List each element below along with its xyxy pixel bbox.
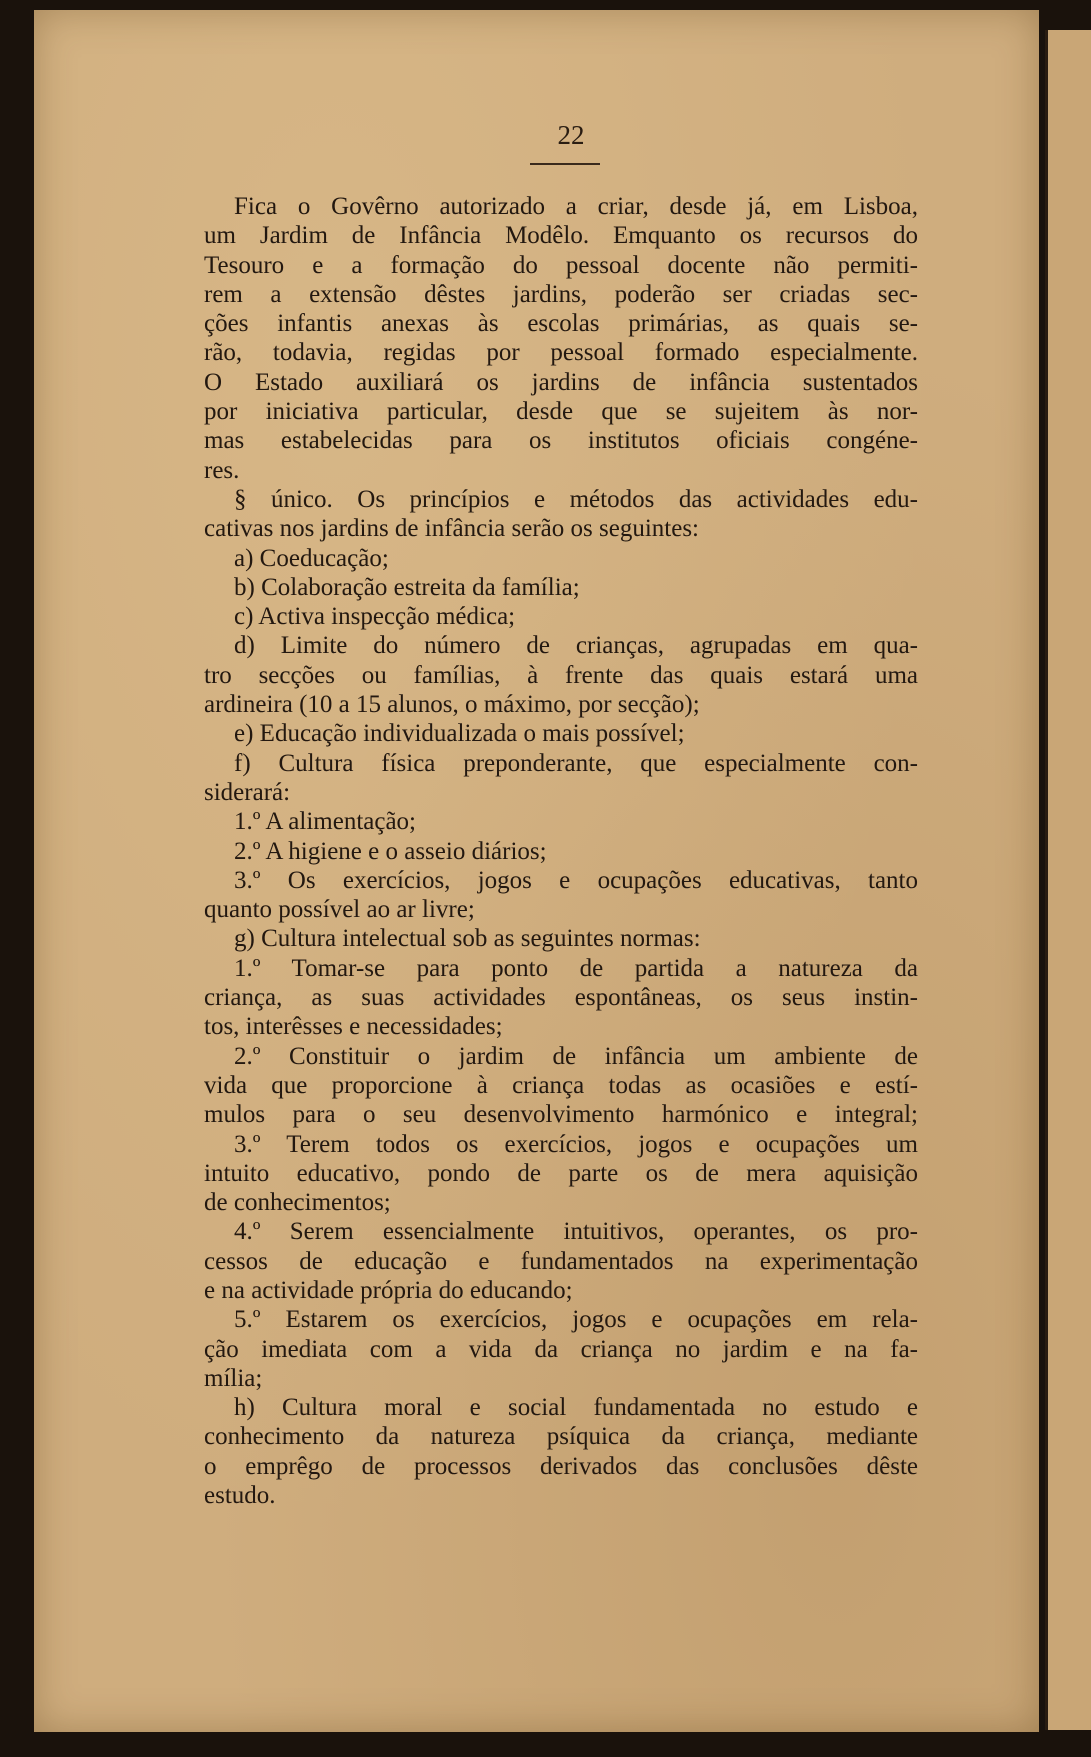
text-line: 1.º A alimentação; <box>234 808 417 836</box>
text-line: c) Activa inspecção médica; <box>234 603 516 631</box>
text-line: rão, todavia, regidas por pessoal formado especialmente. <box>204 339 918 367</box>
text-line: conhecimento da natureza psíquica da criança, mediante <box>204 1423 918 1451</box>
text-line: estudo. <box>204 1482 276 1510</box>
text-line: 5.º Estarem os exercícios, jogos e ocupações em rela- <box>234 1306 918 1334</box>
text-line: siderará: <box>204 778 291 806</box>
body-text <box>204 192 918 1510</box>
text-line: e na actividade própria do educando; <box>204 1276 573 1304</box>
text-line: Fica o Govêrno autorizado a criar, desde já, em Lisboa, <box>234 193 918 220</box>
text-line: tro secções ou famílias, à frente das quais estará uma <box>204 661 918 689</box>
text-line: 4.º Serem essencialmente intuitivos, operantes, os pro- <box>234 1218 918 1246</box>
text-line: d) Limite do número de crianças, agrupadas em qua- <box>234 632 918 660</box>
text-line: criança, as suas actividades espontâneas, os seus instin- <box>204 984 918 1012</box>
text-line: h) Cultura moral e social fundamentada no estudo e <box>234 1394 918 1422</box>
text-line: mulos para o seu desenvolvimento harmónico e integral; <box>204 1101 918 1129</box>
text-line: 1.º Tomar-se para ponto de partida a natureza da <box>234 954 918 982</box>
text-line: ção imediata com a vida da criança no jardim e na fa- <box>204 1335 918 1363</box>
text-line: g) Cultura intelectual sob as seguintes normas: <box>234 925 701 953</box>
facing-page-edge <box>1045 30 1091 1730</box>
text-line: f) Cultura física preponderante, que especialmente con- <box>234 749 918 777</box>
text-line: ardineira (10 a 15 alunos, o máximo, por secção); <box>204 691 700 719</box>
page-number: 22 <box>557 120 585 150</box>
text-line: o emprêgo de processos derivados das conclusões dêste <box>204 1452 918 1480</box>
page-number-rule <box>530 163 600 165</box>
text-line: de conhecimentos; <box>204 1189 391 1217</box>
text-line: vida que proporcione à criança todas as ocasiões e estí- <box>204 1071 918 1099</box>
text-line: Tesouro e a formação do pessoal docente não permiti- <box>204 251 918 279</box>
text-line: res. <box>204 456 240 484</box>
text-line: cessos de educação e fundamentados na experimentação <box>204 1247 918 1275</box>
text-line: intuito educativo, pondo de parte os de mera aquisição <box>204 1159 918 1187</box>
text-line: rem a extensão dêstes jardins, poderão ser criadas sec- <box>204 280 918 308</box>
text-line: 2.º A higiene e o asseio diários; <box>234 837 547 865</box>
text-line: a) Coeducação; <box>234 544 389 572</box>
text-line: O Estado auxiliará os jardins de infância sustentados <box>204 368 918 396</box>
text-line: 3.º Terem todos os exercícios, jogos e ocupações um <box>234 1130 918 1158</box>
text-line: e) Educação individualizada o mais possível; <box>234 720 685 748</box>
text-line: cativas nos jardins de infância serão os seguintes: <box>204 515 699 543</box>
text-line: b) Colaboração estreita da família; <box>234 573 580 601</box>
text-line: 2.º Constituir o jardim de infância um ambiente de <box>234 1042 918 1070</box>
text-line: § único. Os princípios e métodos das actividades edu- <box>234 485 918 513</box>
text-line: tos, interêsses e necessidades; <box>204 1013 503 1041</box>
text-line: ções infantis anexas às escolas primárias, as quais se- <box>204 310 918 338</box>
text-line: mas estabelecidas para os institutos oficiais congéne- <box>204 427 918 455</box>
text-line: mília; <box>204 1364 263 1392</box>
text-line: 3.º Os exercícios, jogos e ocupações educativas, tanto <box>234 866 918 894</box>
text-line: quanto possível ao ar livre; <box>204 896 475 924</box>
text-line: por iniciativa particular, desde que se sujeitem às nor- <box>204 398 918 426</box>
text-line: um Jardim de Infância Modêlo. Emquanto os recursos do <box>204 222 918 250</box>
